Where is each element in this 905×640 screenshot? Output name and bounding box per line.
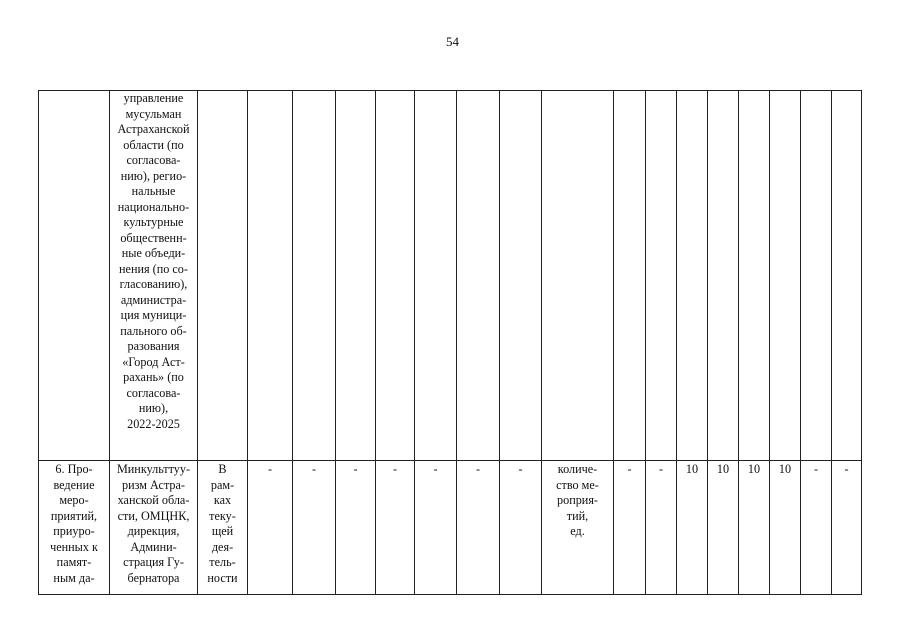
- cell-empty: [248, 91, 293, 461]
- cell-empty: [198, 91, 248, 461]
- measures-table: [38, 90, 862, 595]
- cell-empty: [336, 91, 376, 461]
- cell-empty: [801, 91, 832, 461]
- cell-empty: [770, 91, 801, 461]
- cell-responsible-continued: управление мусульман Астраханской области (по согласова- нию), регио- нальные национально- культурные общественн- ные объеди- нения (по со- гласованию), администра- ция муници- пального об- разования «Город Аст- рахань» (по согласова- нию), 2022-2025: [110, 91, 198, 461]
- cell-finance-value: -: [248, 461, 293, 595]
- cell-indicator: количе- ство ме- роприя- тий, ед.: [542, 461, 614, 595]
- cell-empty: [646, 91, 677, 461]
- cell-empty: [542, 91, 614, 461]
- cell-indicator-value: -: [646, 461, 677, 595]
- cell-finance-value: -: [457, 461, 500, 595]
- cell-finance-value: -: [336, 461, 376, 595]
- cell-empty: [415, 91, 457, 461]
- cell-indicator-value: 10: [708, 461, 739, 595]
- cell-empty: [293, 91, 336, 461]
- cell-indicator-value: -: [832, 461, 862, 595]
- cell-indicator-value: 10: [770, 461, 801, 595]
- cell-empty: [832, 91, 862, 461]
- cell-empty: [457, 91, 500, 461]
- cell-name-continued: [39, 91, 110, 461]
- cell-finance-value: -: [500, 461, 542, 595]
- cell-empty: [376, 91, 415, 461]
- cell-empty: [708, 91, 739, 461]
- table-row-continued: [39, 91, 862, 461]
- cell-finance-value: -: [293, 461, 336, 595]
- cell-indicator-value: 10: [677, 461, 708, 595]
- cell-finance-value: -: [376, 461, 415, 595]
- table-row-6: [39, 461, 862, 595]
- cell-empty: [677, 91, 708, 461]
- cell-funding-source: В рам- ках теку- щей дея- тель- ности: [198, 461, 248, 595]
- cell-indicator-value: -: [801, 461, 832, 595]
- cell-indicator-value: -: [614, 461, 646, 595]
- cell-indicator-value: 10: [739, 461, 770, 595]
- page-number: 54: [446, 34, 459, 49]
- cell-empty: [614, 91, 646, 461]
- cell-responsible: Минкульттуу- ризм Астра- ханской обла- сти, ОМЦНК, дирекция, Админи- страция Гу- бернатора: [110, 461, 198, 595]
- cell-empty: [739, 91, 770, 461]
- cell-empty: [500, 91, 542, 461]
- cell-finance-value: -: [415, 461, 457, 595]
- cell-measure-name: 6. Про- ведение меро- приятий, приуро- ченных к памят- ным да-: [39, 461, 110, 595]
